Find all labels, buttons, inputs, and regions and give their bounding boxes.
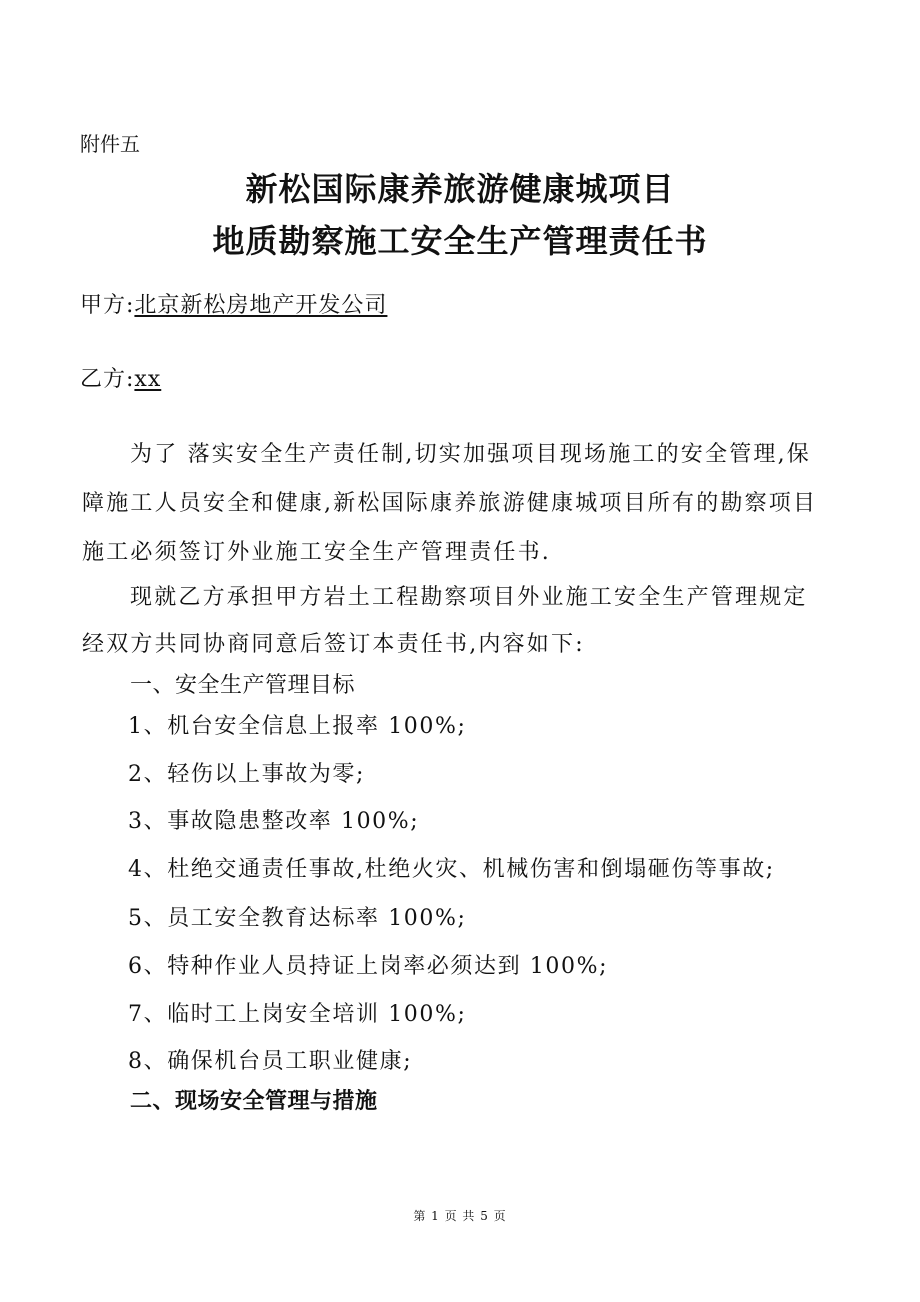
intro-paragraph-line-2: 障施工人员安全和健康,新松国际康养旅游健康城项目所有的勘察项目 <box>82 491 818 516</box>
list-item: 2、轻伤以上事故为零; <box>128 762 366 787</box>
party-a-label: 甲方: <box>80 293 135 318</box>
party-a-name: 北京新松房地产开发公司 <box>134 293 388 318</box>
party-b <box>80 362 161 393</box>
list-item: 5、员工安全教育达标率 100%; <box>128 906 467 931</box>
annex-label: 附件五 <box>80 132 140 156</box>
second-paragraph-line-1: 现就乙方承担甲方岩土工程勘察项目外业施工安全生产管理规定 <box>130 585 808 610</box>
intro-paragraph-line-1: 为了 落实安全生产责任制,切实加强项目现场施工的安全管理,保 <box>130 442 811 467</box>
list-item: 1、机台安全信息上报率 100%; <box>128 714 467 739</box>
section-heading-2: 二、现场安全管理与措施 <box>130 1089 378 1114</box>
list-item: 3、事故隐患整改率 100%; <box>128 809 420 834</box>
party-a <box>80 288 387 319</box>
second-paragraph-line-2: 经双方共同协商同意后签订本责任书,内容如下: <box>82 632 585 657</box>
document-title-line-2: 地质勘察施工安全生产管理责任书 <box>212 222 708 260</box>
section-heading-1: 一、安全生产管理目标 <box>130 673 356 698</box>
list-item: 7、临时工上岗安全培训 100%; <box>128 1002 467 1027</box>
intro-paragraph-line-3: 施工必须签订外业施工安全生产管理责任书. <box>82 540 551 565</box>
list-item: 8、确保机台员工职业健康; <box>128 1049 413 1074</box>
document-title-line-1: 新松国际康养旅游健康城项目 <box>245 170 675 208</box>
page-number-footer: 第 1 页 共 5 页 <box>413 1209 507 1223</box>
party-b-label: 乙方: <box>80 367 135 392</box>
list-item: 6、特种作业人员持证上岗率必须达到 100%; <box>128 954 609 979</box>
party-b-name: xx <box>134 367 162 392</box>
list-item: 4、杜绝交通责任事故,杜绝火灾、机械伤害和倒塌砸伤等事故; <box>128 857 775 882</box>
